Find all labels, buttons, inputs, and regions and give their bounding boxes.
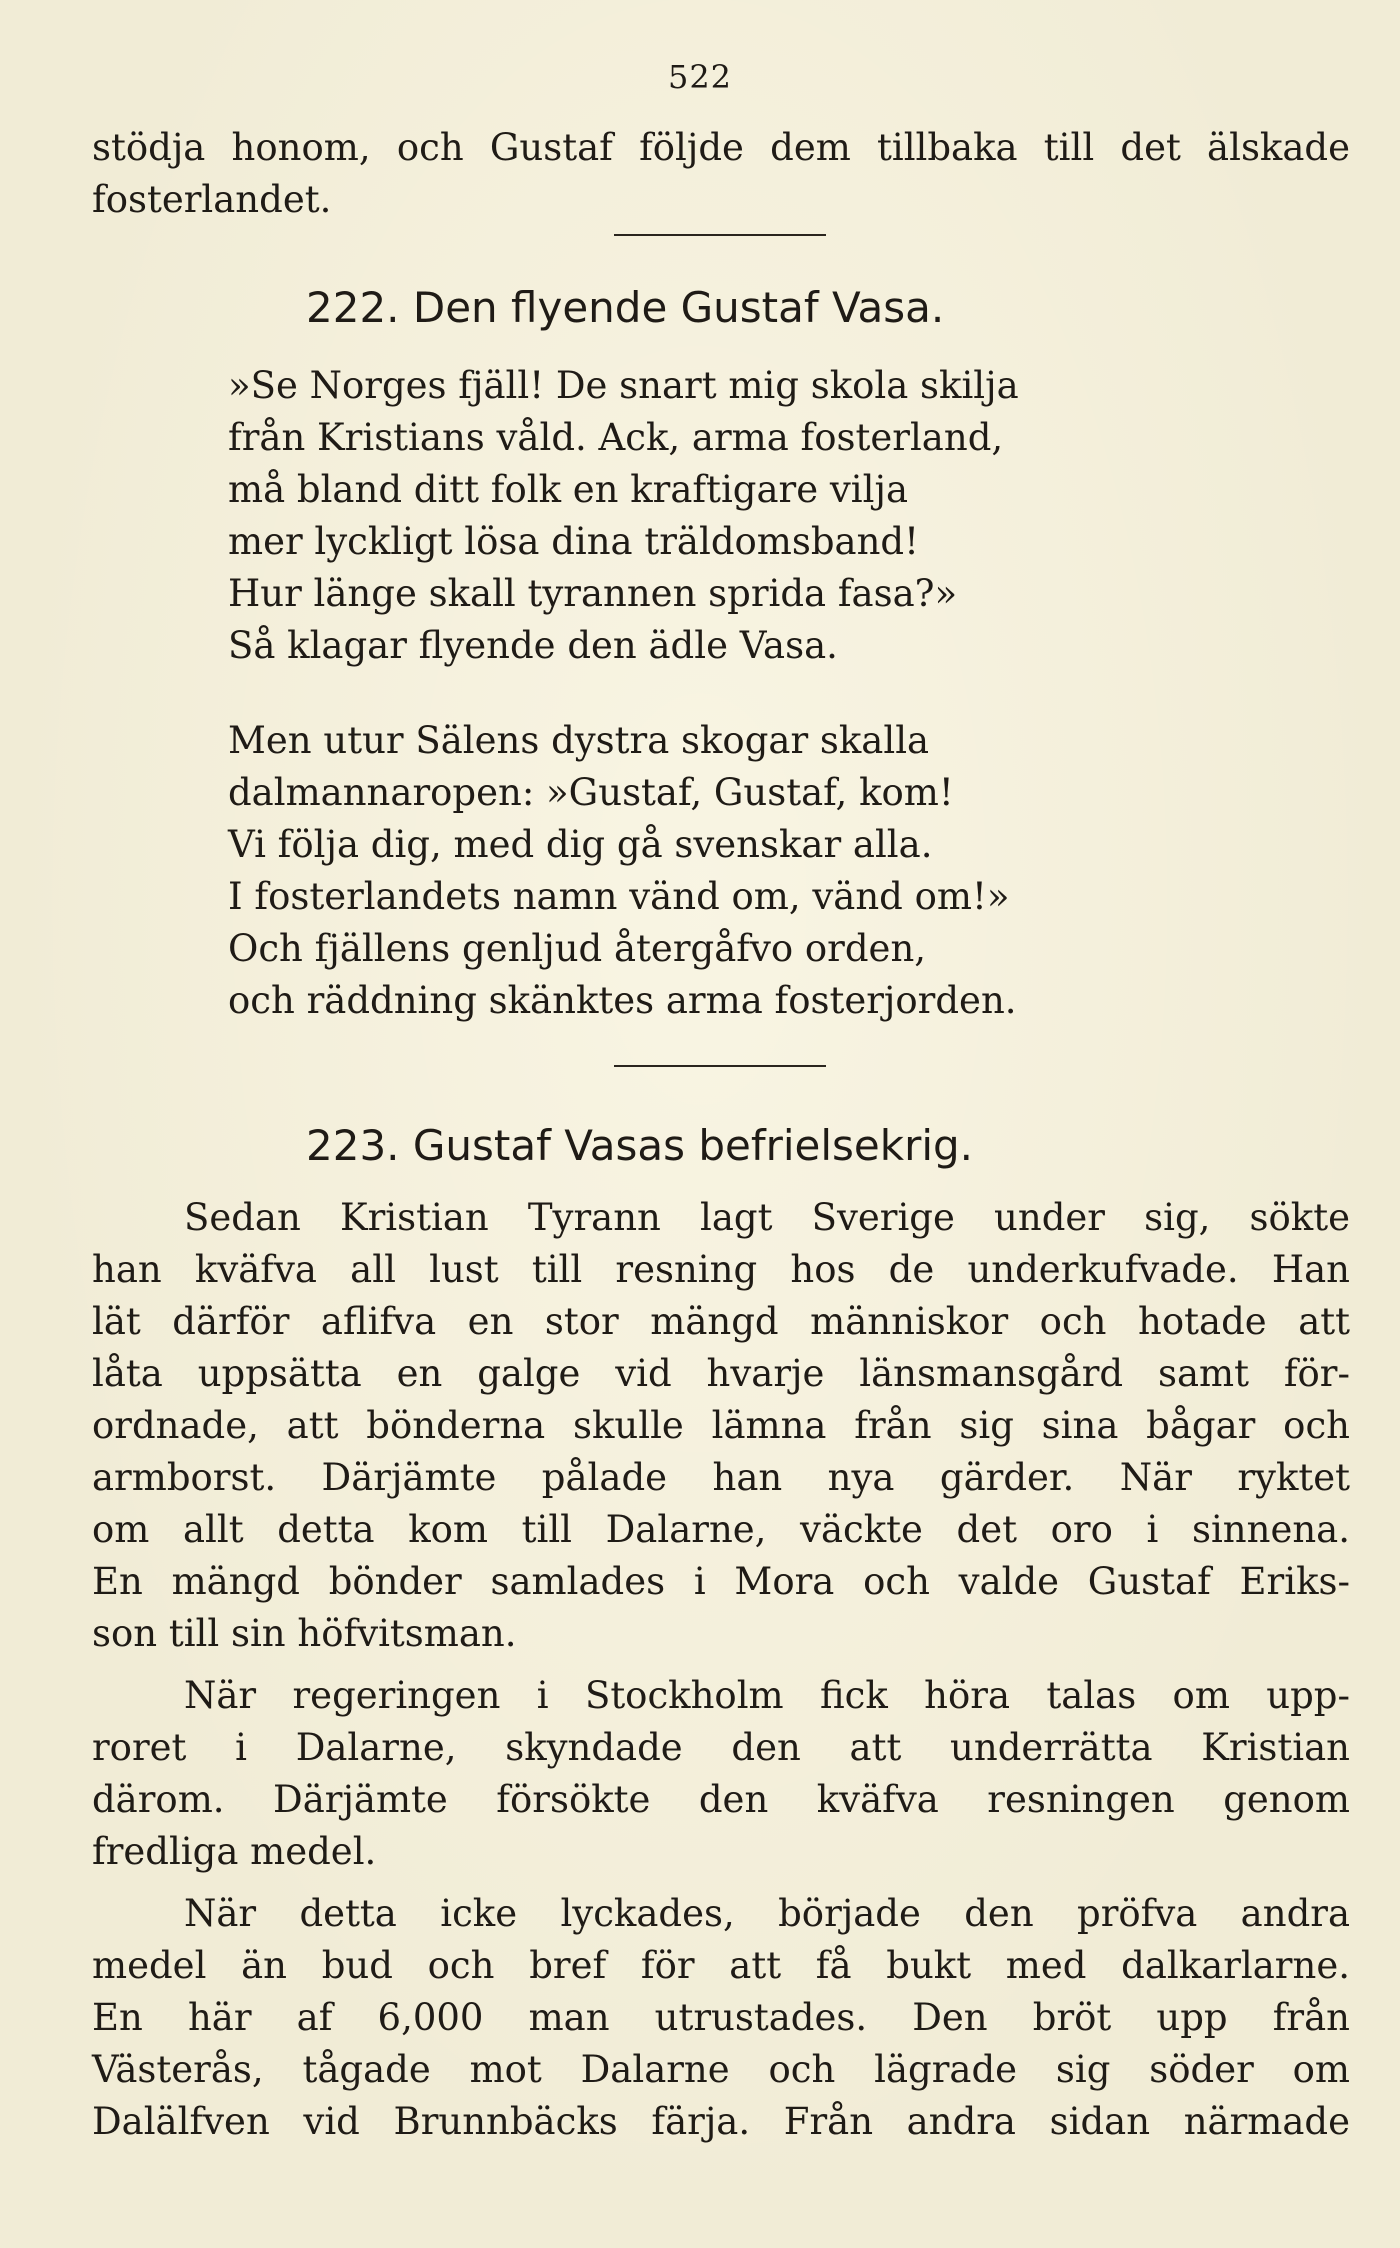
text-line: En mängd bönder samlades i Mora och valde Gustaf Eriks-: [92, 1560, 1350, 1603]
text-line: låta uppsätta en galge vid hvarje länsmansgård samt för-: [92, 1352, 1350, 1395]
verse-line: Och fjällens genljud återgåfvo orden,: [228, 927, 927, 970]
verse-line: och räddning skänktes arma fosterjorden.: [228, 979, 1017, 1022]
verse-line: Så klagar flyende den ädle Vasa.: [228, 624, 838, 667]
text-line: son till sin höfvitsman.: [92, 1612, 517, 1655]
verse-line: må bland ditt folk en kraftigare vilja: [228, 468, 909, 511]
page-number: 522: [667, 58, 733, 96]
verse-line: I fosterlandets namn vänd om, vänd om!»: [228, 875, 1010, 918]
text-line: lät därför aflifva en stor mängd människor och hotade att: [92, 1300, 1350, 1343]
text-line: därom. Därjämte försökte den kväfva resningen genom: [92, 1778, 1350, 1821]
verse-line: Men utur Sälens dystra skogar skalla: [228, 719, 930, 762]
text-line: om allt detta kom till Dalarne, väckte det oro i sinnena.: [92, 1508, 1350, 1551]
text-line: Sedan Kristian Tyrann lagt Sverige under sig, sökte: [184, 1196, 1350, 1239]
verse-line: från Kristians våld. Ack, arma fosterland,: [228, 416, 1004, 459]
text-line: medel än bud och bref för att få bukt med dalkarlarne.: [92, 1944, 1350, 1987]
intro-line-1: stödja honom, och Gustaf följde dem tillbaka till det älskade: [92, 126, 1350, 169]
verse-line: Vi följa dig, med dig gå svenskar alla.: [228, 823, 933, 866]
verse-line: »Se Norges fjäll! De snart mig skola skilja: [228, 364, 1019, 407]
intro-line-2: fosterlandet.: [92, 178, 332, 221]
text-line: han kväfva all lust till resning hos de underkufvade. Han: [92, 1248, 1350, 1291]
text-line: ordnade, att bönderna skulle lämna från sig sina bågar och: [92, 1404, 1350, 1447]
text-line: fredliga medel.: [92, 1830, 377, 1873]
verse-line: Hur länge skall tyrannen sprida fasa?»: [228, 572, 958, 615]
text-line: Dalälfven vid Brunnbäcks färja. Från andra sidan närmade: [92, 2100, 1350, 2143]
text-line: När regeringen i Stockholm fick höra talas om upp-: [184, 1674, 1350, 1717]
text-line: Västerås, tågade mot Dalarne och lägrade sig söder om: [92, 2048, 1350, 2091]
text-line: När detta icke lyckades, började den pröfva andra: [184, 1892, 1350, 1935]
verse-line: dalmannaropen: »Gustaf, Gustaf, kom!: [228, 771, 954, 814]
section-divider: [614, 234, 826, 236]
text-line: armborst. Därjämte pålade han nya gärder. När ryktet: [92, 1456, 1350, 1499]
text-line: En här af 6,000 man utrustades. Den bröt upp från: [92, 1996, 1350, 2039]
text-line: roret i Dalarne, skyndade den att underrätta Kristian: [92, 1726, 1350, 1769]
section-divider: [614, 1065, 826, 1067]
verse-line: mer lyckligt lösa dina träldomsband!: [228, 520, 919, 563]
section-222-heading: 222. Den flyende Gustaf Vasa.: [306, 283, 945, 332]
section-223-heading: 223. Gustaf Vasas befrielsekrig.: [306, 1121, 974, 1170]
